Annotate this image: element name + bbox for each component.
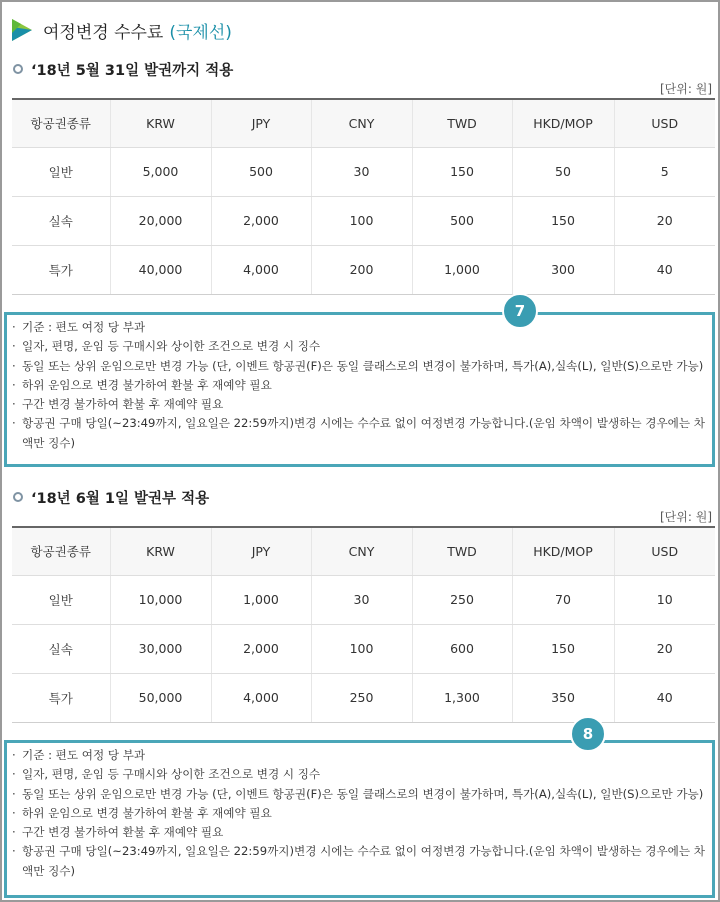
section-heading (12, 59, 233, 79)
list-item: · 항공권 구매 당일(~23:49까지, 일요일은 22:59까지)변경 시에는 수수료 없이 여정변경 가능합니다.(운임 차액이 발생하는 경우에는 차액만 징수) (12, 416, 705, 450)
table-cell: 10,000 (110, 575, 211, 624)
notes-box (4, 312, 715, 467)
table-cell: 30 (311, 575, 412, 624)
column-header: KRW (110, 527, 211, 575)
list-item: · 항공권 구매 당일(~23:49까지, 일요일은 22:59까지)변경 시에는 수수료 없이 여정변경 가능합니다.(운임 차액이 발생하는 경우에는 차액만 징수) (12, 844, 705, 878)
table-cell: 일반 (12, 147, 110, 196)
table-row (12, 196, 715, 245)
list-item: · 기준 : 편도 여정 당 부과 (12, 320, 146, 334)
column-header: USD (614, 99, 715, 147)
unit-label: [단위: 원] (660, 510, 712, 524)
table-cell: 4,000 (211, 245, 311, 294)
annotation-badge: 8 (570, 716, 606, 752)
table-cell: 50 (512, 147, 614, 196)
section-heading (12, 487, 209, 507)
table-cell: 1,000 (211, 575, 311, 624)
table-cell: 150 (512, 196, 614, 245)
list-item: · 구간 변경 불가하여 환불 후 재예약 필요 (12, 397, 224, 412)
page-title (12, 17, 232, 43)
table-row (12, 575, 715, 624)
table-cell: 30 (311, 147, 412, 196)
table-cell: 일반 (12, 575, 110, 624)
column-header: HKD/MOP (512, 99, 614, 147)
column-header: CNY (311, 99, 412, 147)
section-heading-text: ‘18년 6월 1일 발권부 적용 (31, 490, 210, 507)
table-cell: 특가 (12, 245, 110, 294)
table-cell: 1,000 (412, 245, 512, 294)
table-cell: 20,000 (110, 196, 211, 245)
page-title-text: 여정변경 수수료 (43, 22, 164, 43)
column-header: 항공권종류 (12, 99, 110, 147)
table-cell: 500 (211, 147, 311, 196)
list-item: · 하위 운임으로 변경 불가하여 환불 후 재예약 필요 (12, 377, 272, 392)
table-cell: 10 (614, 575, 715, 624)
notes-box (4, 740, 715, 898)
page-subtitle: (국제선) (169, 22, 232, 43)
table-cell: 40 (614, 245, 715, 294)
ring-bullet-icon (13, 492, 23, 502)
unit-label: [단위: 원] (660, 82, 712, 96)
fee-table (12, 98, 715, 295)
table-cell: 5,000 (110, 147, 211, 196)
table-cell: 30,000 (110, 624, 211, 673)
annotation-badge: 7 (502, 293, 538, 329)
column-header: USD (614, 527, 715, 575)
table-cell: 300 (512, 245, 614, 294)
table-cell: 1,300 (412, 673, 512, 722)
list-item: · 동일 또는 상위 운임으로만 변경 가능 (단, 이벤트 항공권(F)은 동일 클래스로의 변경이 불가하며, 특가(A),실속(L), 일반(S)으로만 가능) (12, 358, 704, 373)
table-row (12, 147, 715, 196)
list-item: · 구간 변경 불가하여 환불 후 재예약 필요 (12, 825, 224, 840)
table-header-row (12, 527, 715, 575)
table-cell: 20 (614, 196, 715, 245)
table-cell: 2,000 (211, 196, 311, 245)
table-cell: 4,000 (211, 673, 311, 722)
column-header: KRW (110, 99, 211, 147)
table-cell: 40 (614, 673, 715, 722)
column-header: JPY (211, 99, 311, 147)
table-cell: 200 (311, 245, 412, 294)
list-item: · 하위 운임으로 변경 불가하여 환불 후 재예약 필요 (12, 805, 272, 820)
table-row (12, 245, 715, 294)
table-row (12, 673, 715, 722)
table-cell: 150 (412, 147, 512, 196)
table-cell: 250 (311, 673, 412, 722)
table-cell: 실속 (12, 196, 110, 245)
brand-logo-icon (12, 19, 32, 41)
table-header-row (12, 99, 715, 147)
list-item: · 기준 : 편도 여정 당 부과 (12, 748, 146, 762)
column-header: TWD (412, 527, 512, 575)
column-header: 항공권종류 (12, 527, 110, 575)
table-cell: 40,000 (110, 245, 211, 294)
table-cell: 350 (512, 673, 614, 722)
table-cell: 150 (512, 624, 614, 673)
list-item: · 일자, 편명, 운임 등 구매시와 상이한 조건으로 변경 시 징수 (12, 767, 321, 782)
list-item: · 동일 또는 상위 운임으로만 변경 가능 (단, 이벤트 항공권(F)은 동일 클래스로의 변경이 불가하며, 특가(A),실속(L), 일반(S)으로만 가능) (12, 786, 704, 801)
column-header: HKD/MOP (512, 527, 614, 575)
section-heading-text: ‘18년 5월 31일 발권까지 적용 (31, 62, 234, 79)
list-item: · 일자, 편명, 운임 등 구매시와 상이한 조건으로 변경 시 징수 (12, 339, 321, 354)
table-cell: 2,000 (211, 624, 311, 673)
table-cell: 500 (412, 196, 512, 245)
column-header: JPY (211, 527, 311, 575)
table-cell: 100 (311, 624, 412, 673)
table-cell: 100 (311, 196, 412, 245)
table-cell: 실속 (12, 624, 110, 673)
fee-table (12, 526, 715, 723)
column-header: CNY (311, 527, 412, 575)
table-cell: 250 (412, 575, 512, 624)
table-cell: 20 (614, 624, 715, 673)
table-cell: 70 (512, 575, 614, 624)
column-header: TWD (412, 99, 512, 147)
ring-bullet-icon (13, 64, 23, 74)
table-row (12, 624, 715, 673)
table-cell: 50,000 (110, 673, 211, 722)
table-cell: 특가 (12, 673, 110, 722)
table-cell: 600 (412, 624, 512, 673)
table-cell: 5 (614, 147, 715, 196)
